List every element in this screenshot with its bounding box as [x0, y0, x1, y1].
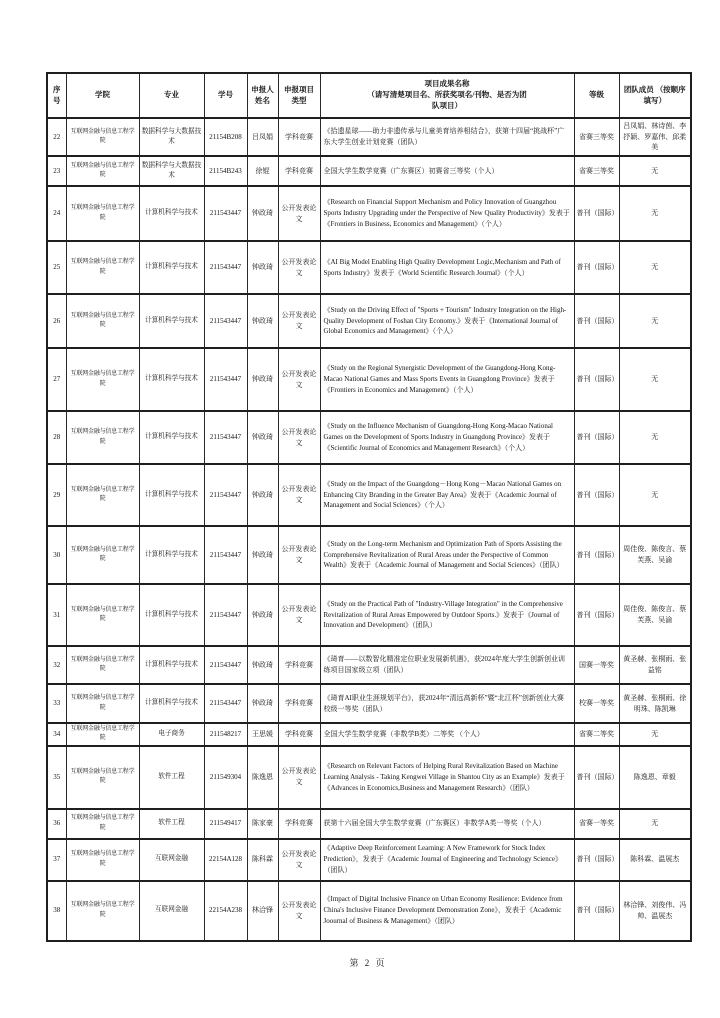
- cell-major: 计算机科学与技术: [139, 584, 204, 646]
- cell-project-type: 公开发表论文: [278, 464, 320, 526]
- cell-major: 计算机科学与技术: [139, 186, 204, 241]
- cell-applicant-name: 钟政琦: [247, 464, 278, 526]
- cell-major: 软件工程: [139, 746, 204, 809]
- cell-major: 计算机科学与技术: [139, 684, 204, 723]
- cell-project-type: 公开发表论文: [278, 839, 320, 881]
- cell-achievement: 《Study on the Driving Effect of "Sports + Tourism" Industry Integration on the High-Quality Development of Foshan City Economy.》发表于《International Journal of Global Economics and Management》（个人）: [320, 294, 574, 348]
- table-row: [47, 723, 691, 746]
- header-serial: [47, 73, 66, 118]
- cell-college: 互联网金融与信息工程学院: [66, 241, 139, 294]
- header-team-members: [619, 73, 691, 118]
- cell-achievement: 《Research on Relevant Factors of Helping Rural Revitalization Based on Machine Learning Analysis - Taking Kengwei Village in Shantou City as an Example》发表于《Advances in Economics,Business and Management Research》（团队）: [320, 746, 574, 809]
- cell-serial: 22: [47, 118, 66, 156]
- cell-team-members: 黄圣赫、张桐雨、张益铭: [619, 646, 691, 684]
- cell-major: 数据科学与大数据技术: [139, 118, 204, 156]
- table-row: [47, 186, 691, 241]
- header-major-label: 专业: [164, 90, 179, 100]
- cell-student-id: 22154A238: [204, 881, 247, 941]
- cell-applicant-name: 陈逸恩: [247, 746, 278, 809]
- page-number: 第 2 页: [349, 958, 387, 968]
- cell-team-members: 林洽锋、刘俊伟、冯帅、温展杰: [619, 881, 691, 941]
- cell-college: 互联网金融与信息工程学院: [66, 464, 139, 526]
- cell-level: 普刊（国际）: [574, 584, 619, 646]
- cell-level: 普刊（国际）: [574, 464, 619, 526]
- cell-project-type: 公开发表论文: [278, 526, 320, 584]
- cell-level: 普刊（国际）: [574, 411, 619, 464]
- cell-college: 互联网金融与信息工程学院: [66, 646, 139, 684]
- cell-student-id: 211543447: [204, 411, 247, 464]
- table-row: [47, 348, 691, 411]
- table-header: [47, 73, 691, 118]
- cell-major: 数据科学与大数据技术: [139, 156, 204, 186]
- table-row: [47, 881, 691, 941]
- cell-level: 普刊（国际）: [574, 881, 619, 941]
- cell-applicant-name: 钟政琦: [247, 186, 278, 241]
- cell-serial: 29: [47, 464, 66, 526]
- cell-major: 互联网金融: [139, 839, 204, 881]
- cell-level: 普刊（国际）: [574, 839, 619, 881]
- cell-applicant-name: 王思媛: [247, 723, 278, 746]
- cell-project-type: 学科竞赛: [278, 684, 320, 723]
- header-team-members-note: （按顺序填写）: [643, 84, 686, 105]
- header-student-id-label: 学号: [218, 90, 233, 100]
- cell-college: 互联网金融与信息工程学院: [66, 186, 139, 241]
- cell-applicant-name: 钟政琦: [247, 526, 278, 584]
- cell-college: 互联网金融与信息工程学院: [66, 348, 139, 411]
- cell-project-type: 公开发表论文: [278, 411, 320, 464]
- header-major: [139, 73, 204, 118]
- cell-achievement: 《Study on the Regional Synergistic Development of the Guangdong-Hong Kong-Macao National Games and Mass Sports Events in Guangdong Province》发表于《Frontiers in Economics and Management》（个人）: [320, 348, 574, 411]
- cell-team-members: 无: [619, 294, 691, 348]
- cell-college: 互联网金融与信息工程学院: [66, 156, 139, 186]
- cell-major: 计算机科学与技术: [139, 348, 204, 411]
- table-row: [47, 241, 691, 294]
- table-row: [47, 294, 691, 348]
- cell-achievement: 获第十六届全国大学生数学竞赛（广东赛区）非数学A类一等奖（个人）: [320, 809, 574, 839]
- cell-serial: 30: [47, 526, 66, 584]
- cell-project-type: 学科竞赛: [278, 809, 320, 839]
- cell-project-type: 公开发表论文: [278, 584, 320, 646]
- cell-student-id: 211549304: [204, 746, 247, 809]
- cell-major: 计算机科学与技术: [139, 646, 204, 684]
- header-row: [47, 73, 691, 118]
- cell-student-id: 22154A128: [204, 839, 247, 881]
- cell-serial: 28: [47, 411, 66, 464]
- cell-applicant-name: 钟政琦: [247, 294, 278, 348]
- cell-team-members: 无: [619, 348, 691, 411]
- table-row: [47, 646, 691, 684]
- cell-college: 互联网金融与信息工程学院: [66, 526, 139, 584]
- cell-achievement: 《拾遗星球——助力非遗传承与儿童美育培养相结合》，获第十四届“挑战杯”广东大学生创业计划竞赛（团队）: [320, 118, 574, 156]
- cell-serial: 38: [47, 881, 66, 941]
- cell-serial: 37: [47, 839, 66, 881]
- cell-level: 普刊（国际）: [574, 294, 619, 348]
- cell-serial: 27: [47, 348, 66, 411]
- cell-achievement: 《Study on the Impact of the Guangdong－Hong Kong－Macao National Games on Enhancing City Branding in the Greater Bay Area》发表于《Academic Journal of Management and Social Sciences》（个人）: [320, 464, 574, 526]
- cell-applicant-name: 钟政琦: [247, 646, 278, 684]
- cell-achievement: 《Impact of Digital Inclusive Finance on Urban Economy Resilience: Evidence from China's Inclusive Finance Development Demonstration Zone》，发表于《Academic Joournal of Business & Management》（团队）: [320, 881, 574, 941]
- cell-team-members: 陈科霖、温展杰: [619, 839, 691, 881]
- cell-student-id: 211543447: [204, 464, 247, 526]
- table-row: [47, 746, 691, 809]
- table-row: [47, 809, 691, 839]
- header-applicant-name-label: 申报人姓名: [251, 84, 274, 105]
- header-project-type: [278, 73, 320, 118]
- cell-applicant-name: 钟政琦: [247, 348, 278, 411]
- cell-student-id: 211543447: [204, 348, 247, 411]
- cell-team-members: 无: [619, 156, 691, 186]
- cell-team-members: 周佳俊、陈俊言、蔡芙燕、吴渝: [619, 584, 691, 646]
- cell-college: 互联网金融与信息工程学院: [66, 584, 139, 646]
- cell-student-id: 211543447: [204, 294, 247, 348]
- achievements-table: [46, 72, 692, 942]
- cell-team-members: 无: [619, 723, 691, 746]
- cell-major: 计算机科学与技术: [139, 464, 204, 526]
- cell-major: 计算机科学与技术: [139, 241, 204, 294]
- cell-achievement: 《Adaptive Deep Reinforcement Learning: A New Framework for Stock Index Prediction》，发表于《Academic Journal of Engineering and Technology Science》（团队）: [320, 839, 574, 881]
- cell-achievement: 《Study on the Practical Path of "Industry-Village Integration" in the Comprehensive Revitalization of Rural Areas Empowered by Outdoor Sports.》发表于《Journal of Innovation and Development》（团队）: [320, 584, 574, 646]
- cell-level: 普刊（国际）: [574, 348, 619, 411]
- cell-achievement: 《琦育——以数智化精准定位职业发展新机遇》，获2024年度大学生创新创业训练项目国家级立项（团队）: [320, 646, 574, 684]
- cell-college: 互联网金融与信息工程学院: [66, 723, 139, 746]
- header-serial-label: 序号: [53, 84, 61, 105]
- cell-applicant-name: 钟政琦: [247, 684, 278, 723]
- cell-serial: 23: [47, 156, 66, 186]
- cell-serial: 26: [47, 294, 66, 348]
- cell-team-members: 无: [619, 241, 691, 294]
- cell-serial: 25: [47, 241, 66, 294]
- cell-college: 互联网金融与信息工程学院: [66, 839, 139, 881]
- cell-college: 互联网金融与信息工程学院: [66, 746, 139, 809]
- cell-college: 互联网金融与信息工程学院: [66, 118, 139, 156]
- cell-level: 普刊（国际）: [574, 526, 619, 584]
- cell-student-id: 211543447: [204, 584, 247, 646]
- cell-applicant-name: 钟政琦: [247, 584, 278, 646]
- cell-applicant-name: 吕凤娟: [247, 118, 278, 156]
- cell-college: 互联网金融与信息工程学院: [66, 809, 139, 839]
- cell-serial: 31: [47, 584, 66, 646]
- cell-level: 校赛一等奖: [574, 684, 619, 723]
- cell-applicant-name: 陈科霖: [247, 839, 278, 881]
- cell-achievement: 《Study on the Long-term Mechanism and Optimization Path of Sports Assisting the Comprehensive Revitalization of Rural Areas under the Perspective of Common Wealth》发表于《Academic Journal of Management and Social Sciences》（团队）: [320, 526, 574, 584]
- cell-major: 软件工程: [139, 809, 204, 839]
- cell-serial: 35: [47, 746, 66, 809]
- cell-college: 互联网金融与信息工程学院: [66, 411, 139, 464]
- cell-serial: 33: [47, 684, 66, 723]
- cell-applicant-name: 徐锟: [247, 156, 278, 186]
- cell-student-id: 21154B208: [204, 118, 247, 156]
- cell-team-members: 周佳俊、陈俊言、蔡芙燕、吴渝: [619, 526, 691, 584]
- table-row: [47, 464, 691, 526]
- header-student-id: [204, 73, 247, 118]
- cell-applicant-name: 林洽锋: [247, 881, 278, 941]
- cell-level: 普刊（国际）: [574, 241, 619, 294]
- table-row: [47, 118, 691, 156]
- cell-team-members: 黄圣赫、张桐雨、徐明珠、陈凯琳: [619, 684, 691, 723]
- cell-achievement: 《Research on Financial Support Mechanism and Policy Innovation of Guangzhou Sports Industry Upgrading under the Perspective of New Quality Productivity》发表于《Frontiers in Business, Economics and Management》（个人）: [320, 186, 574, 241]
- table-row: [47, 684, 691, 723]
- table-row: [47, 411, 691, 464]
- cell-team-members: 无: [619, 809, 691, 839]
- cell-project-type: 公开发表论文: [278, 348, 320, 411]
- cell-level: 省赛三等奖: [574, 118, 619, 156]
- cell-serial: 34: [47, 723, 66, 746]
- table-row: [47, 526, 691, 584]
- cell-student-id: 21154B243: [204, 156, 247, 186]
- cell-team-members: 无: [619, 186, 691, 241]
- cell-level: 省赛二等奖: [574, 723, 619, 746]
- table-body: [47, 118, 691, 941]
- header-achievement-label: 项目成果名称: [424, 79, 470, 89]
- cell-team-members: 无: [619, 464, 691, 526]
- cell-serial: 36: [47, 809, 66, 839]
- cell-applicant-name: 钟政琦: [247, 241, 278, 294]
- cell-serial: 32: [47, 646, 66, 684]
- header-achievement: [320, 73, 574, 118]
- cell-major: 计算机科学与技术: [139, 294, 204, 348]
- cell-college: 互联网金融与信息工程学院: [66, 684, 139, 723]
- header-level-label: 等级: [589, 90, 604, 100]
- header-team-members-label: 团队成员: [623, 84, 654, 94]
- table-row: [47, 584, 691, 646]
- cell-project-type: 公开发表论文: [278, 241, 320, 294]
- cell-student-id: 211543447: [204, 241, 247, 294]
- cell-project-type: 公开发表论文: [278, 746, 320, 809]
- cell-project-type: 公开发表论文: [278, 881, 320, 941]
- cell-team-members: 无: [619, 411, 691, 464]
- cell-achievement: 《Study on the Influence Mechanism of Guangdong-Hong Kong-Macao National Games on the Development of Sports Industry in Guangdong Province》发表于《Scientific Journal of Economics and Management Research》（个人）: [320, 411, 574, 464]
- header-achievement-note: （请写清楚项目名、所获奖项名/刊物、是否为团队项目）: [367, 90, 527, 110]
- cell-project-type: 学科竞赛: [278, 118, 320, 156]
- cell-level: 普刊（国际）: [574, 746, 619, 809]
- table-row: [47, 156, 691, 186]
- cell-project-type: 学科竞赛: [278, 646, 320, 684]
- cell-level: 省赛一等奖: [574, 809, 619, 839]
- cell-serial: 24: [47, 186, 66, 241]
- cell-level: 普刊（国际）: [574, 186, 619, 241]
- cell-level: 国赛一等奖: [574, 646, 619, 684]
- cell-applicant-name: 陈家豪: [247, 809, 278, 839]
- cell-student-id: 211549417: [204, 809, 247, 839]
- cell-achievement: 全国大学生数学竞赛（非数学B类）二等奖 （个人）: [320, 723, 574, 746]
- cell-team-members: 陈逸恩、章毅: [619, 746, 691, 809]
- header-college: [66, 73, 139, 118]
- cell-major: 电子商务: [139, 723, 204, 746]
- cell-student-id: 211543447: [204, 646, 247, 684]
- cell-achievement: 全国大学生数学竞赛（广东赛区）初赛省三等奖（个人）: [320, 156, 574, 186]
- cell-achievement: 《AI Big Model Enabling High Quality Development Logic,Mechanism and Path of Sports Industry》发表于《World Scientific Research Journal》（个人）: [320, 241, 574, 294]
- cell-college: 互联网金融与信息工程学院: [66, 881, 139, 941]
- cell-level: 省赛三等奖: [574, 156, 619, 186]
- header-project-type-label: 申报项目类型: [284, 84, 314, 105]
- cell-project-type: 学科竞赛: [278, 156, 320, 186]
- cell-student-id: 211543447: [204, 186, 247, 241]
- header-college-label: 学院: [95, 90, 110, 100]
- cell-student-id: 211548217: [204, 723, 247, 746]
- cell-student-id: 211543447: [204, 684, 247, 723]
- cell-achievement: 《琦育AI职业生涯规划平台》，获2024年“清远高新杯”暨“北江杯”创新创业大赛校级一等奖（团队）: [320, 684, 574, 723]
- cell-team-members: 吕凤娟、林诗茵、李抒颖、罗嘉伟、邱柔美: [619, 118, 691, 156]
- cell-major: 计算机科学与技术: [139, 526, 204, 584]
- cell-applicant-name: 钟政琦: [247, 411, 278, 464]
- table-row: [47, 839, 691, 881]
- header-level: [574, 73, 619, 118]
- header-applicant-name: [247, 73, 278, 118]
- cell-major: 互联网金融: [139, 881, 204, 941]
- cell-student-id: 211543447: [204, 526, 247, 584]
- cell-project-type: 公开发表论文: [278, 186, 320, 241]
- cell-project-type: 公开发表论文: [278, 294, 320, 348]
- cell-college: 互联网金融与信息工程学院: [66, 294, 139, 348]
- cell-project-type: 学科竞赛: [278, 723, 320, 746]
- cell-major: 计算机科学与技术: [139, 411, 204, 464]
